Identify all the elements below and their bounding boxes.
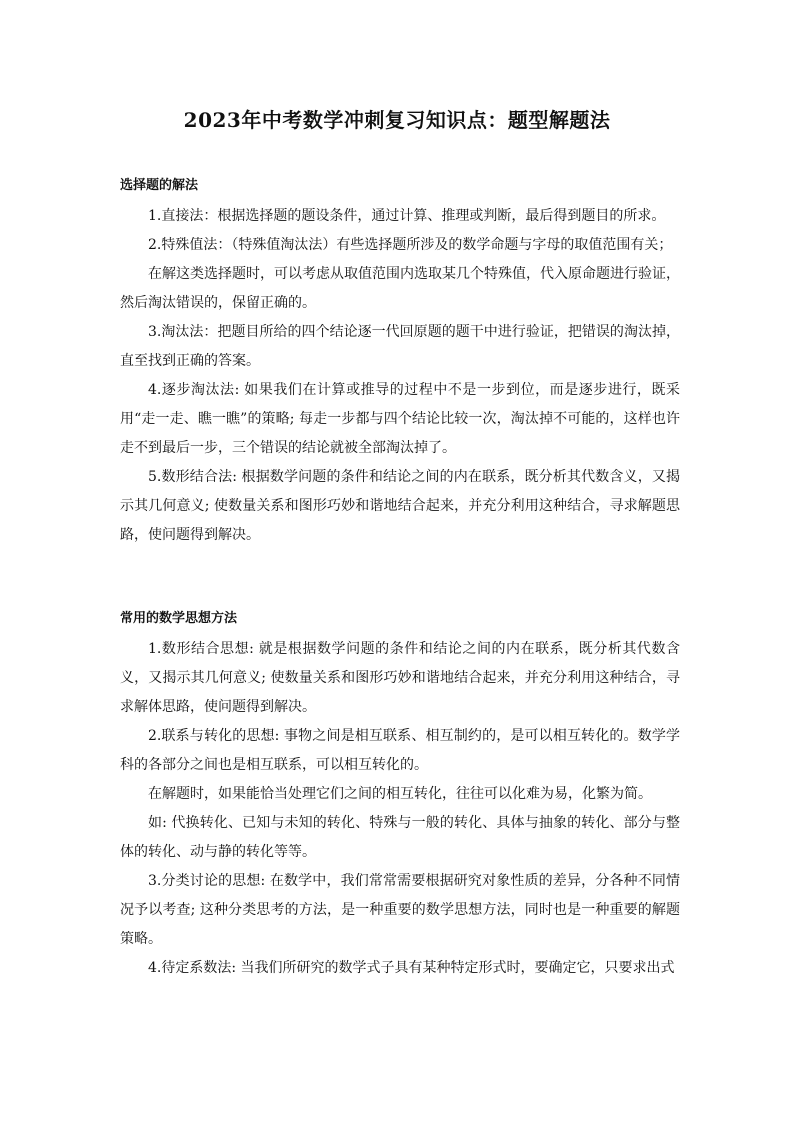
paragraph: 如: 代换转化、已知与未知的转化、特殊与一般的转化、具体与抽象的转化、部分与整体的转化、动与静的转化等等。	[120, 815, 680, 860]
section-heading: 选择题的解法	[120, 178, 199, 193]
paragraph: 2.特殊值法：（特殊值淘汰法）有些选择题所涉及的数学命题与字母的取值范围有关；	[148, 237, 673, 253]
paragraph: 3.分类讨论的思想: 在数学中，我们常常需要根据研究对象性质的差异，分各种不同情况予以考查; 这种分类思考的方法，是一种重要的数学思想方法，同时也是一种重要的解题策略。	[120, 873, 680, 947]
paragraph: 4.逐步淘汰法: 如果我们在计算或推导的过程中不是一步到位，而是逐步进行，既采用“走一走、瞧一瞧”的策略; 每走一步都与四个结论比较一次，淘汰掉不可能的，这样也许走不到最后一步，三个错误的结论就被全部淘汰掉了。	[120, 382, 680, 456]
section-math-thinking-methods	[120, 609, 680, 983]
paragraph: 2.联系与转化的思想: 事物之间是相互联系、相互制约的，是可以相互转化的。数学学科的各部分之间也是相互联系，可以相互转化的。	[120, 728, 680, 773]
paragraph: 1.直接法：根据选择题的题设条件，通过计算、推理或判断，最后得到题目的所求。	[148, 208, 666, 224]
paragraph: 4.待定系数法: 当我们所研究的数学式子具有某种特定形式时，要确定它，只要求出式	[148, 960, 675, 976]
page-title: 2023年中考数学冲刺复习知识点：题型解题法	[183, 108, 611, 132]
section-choice-question-methods	[120, 176, 680, 550]
paragraph: 1.数形结合思想: 就是根据数学问题的条件和结论之间的内在联系，既分析其代数含义，又揭示其几何意义; 使数量关系和图形巧妙和谐地结合起来，并充分利用这种结合，寻求解体思路，使问题得到解决。	[120, 641, 680, 715]
paragraph: 5.数形结合法: 根据数学问题的条件和结论之间的内在联系，既分析其代数含义，又揭示其几何意义; 使数量关系和图形巧妙和谐地结合起来，并充分利用这种结合，寻求解题思路，使问题得到解决。	[120, 469, 680, 543]
section-heading: 常用的数学思想方法	[120, 611, 238, 626]
paragraph: 3.淘汰法：把题目所给的四个结论逐一代回原题的题干中进行验证，把错误的淘汰掉，直至找到正确的答案。	[120, 324, 680, 369]
paragraph: 在解题时，如果能恰当处理它们之间的相互转化，往往可以化难为易，化繁为简。	[148, 786, 652, 802]
paragraph: 在解这类选择题时，可以考虑从取值范围内选取某几个特殊值，代入原命题进行验证，然后淘汰错误的，保留正确的。	[120, 266, 680, 311]
